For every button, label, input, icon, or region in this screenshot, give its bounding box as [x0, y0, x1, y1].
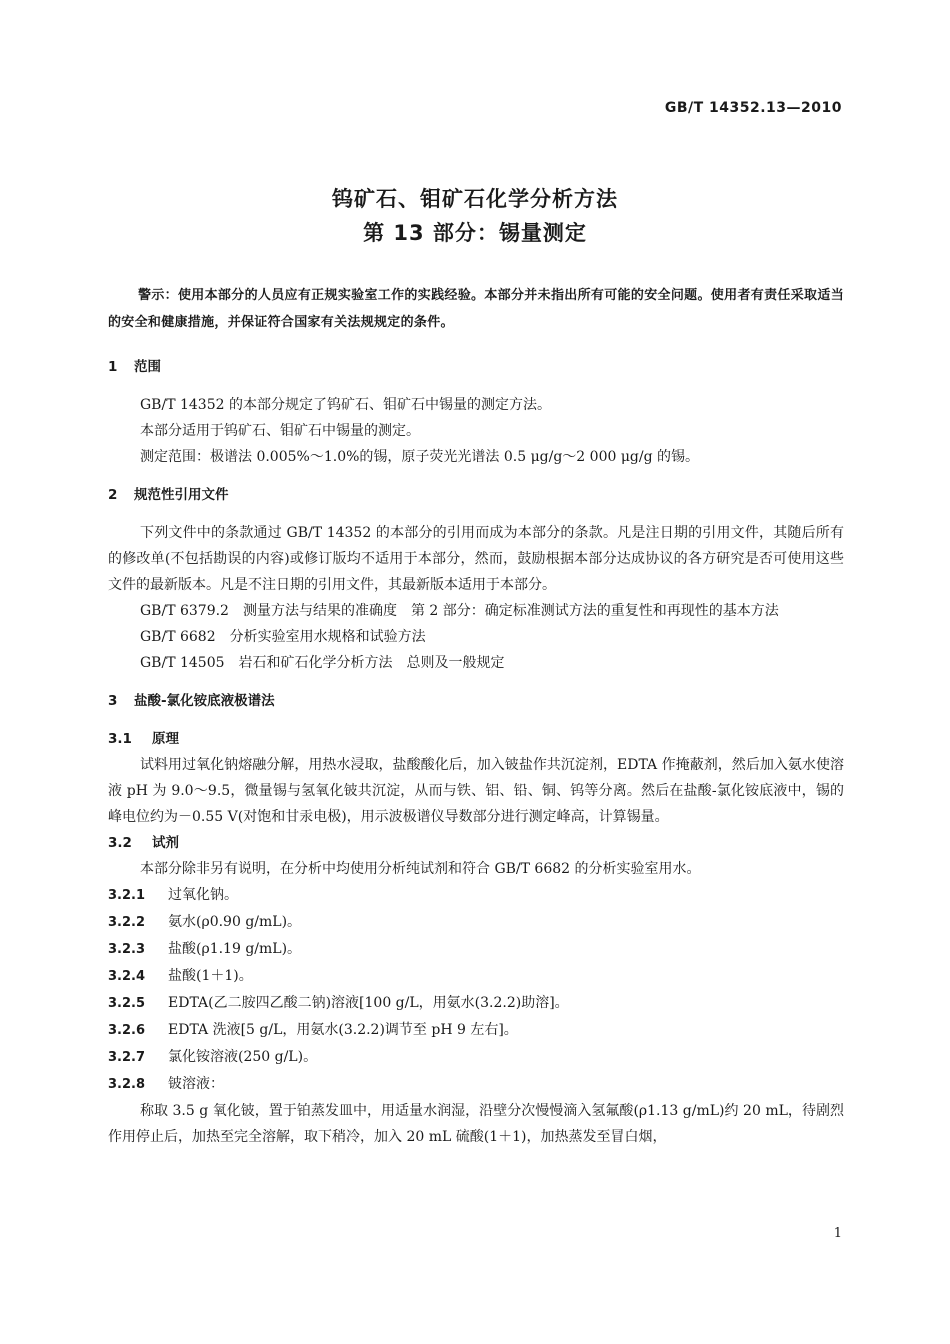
reagent-number: 3.2.5 [108, 996, 146, 1011]
principle-paragraph: 试料用过氧化钠熔融分解，用热水浸取，盐酸酸化后，加入铍盐作共沉淀剂，EDTA 作掩蔽剂，然后加入氨水使溶液 pH 为 9.0～9.5，微量锡与氢氧化铍共沉淀，从而与铁、铝、铅、铜、钨等分离。然后在盐酸-氯化铵底液中，锡的峰电位约为－0.55 V(对饱和甘汞电极)，用示波极谱仪导数部分进行测定峰高，计算锡量。 [108, 757, 844, 825]
scope-paragraph-1: GB/T 14352 的本部分规定了钨矿石、钼矿石中锡量的测定方法。 [140, 397, 551, 413]
section-3-heading [108, 688, 844, 714]
reagent-number: 3.2.8 [108, 1077, 146, 1092]
reagent-item [108, 882, 844, 909]
reagent-item [108, 909, 844, 936]
reagent-number: 3.2.2 [108, 915, 146, 930]
safety-warning: 警示：使用本部分的人员应有正规实验室工作的实践经验。本部分并未指出所有可能的安全问题。使用者有责任采取适当的安全和健康措施，并保证符合国家有关法规规定的条件。 [108, 288, 844, 330]
subsection-title: 试剂 [152, 835, 179, 851]
reagent-text: 铍溶液： [168, 1076, 224, 1092]
reagent-item [108, 1017, 844, 1044]
scope-paragraph-2: 本部分适用于钨矿石、钼矿石中锡量的测定。 [140, 423, 420, 439]
reagent-item [108, 990, 844, 1017]
section-title: 盐酸-氯化铵底液极谱法 [134, 693, 275, 709]
subsection-3-2-heading [108, 830, 844, 856]
reagent-item [108, 1044, 844, 1071]
reagent-number: 3.2.3 [108, 942, 146, 957]
reagent-text: 氯化铵溶液(250 g/L)。 [168, 1049, 318, 1065]
reagent-text: 盐酸(1＋1)。 [168, 968, 253, 984]
section-title: 规范性引用文件 [134, 487, 229, 503]
title-line-2: 第 13 部分：锡量测定 [363, 221, 587, 245]
document-title [0, 182, 950, 250]
reagent-text: 氨水(ρ0.90 g/mL)。 [168, 914, 302, 930]
reagent-number: 3.2.4 [108, 969, 146, 984]
reagent-text: 过氧化钠。 [168, 887, 238, 903]
section-number: 2 [108, 487, 118, 503]
reagent-text: EDTA(乙二胺四乙酸二钠)溶液[100 g/L，用氨水(3.2.2)助溶]。 [168, 995, 569, 1011]
title-line-1: 钨矿石、钼矿石化学分析方法 [332, 187, 618, 211]
normative-refs-intro: 下列文件中的条款通过 GB/T 14352 的本部分的引用而成为本部分的条款。凡是注日期的引用文件，其随后所有的修改单(不包括勘误的内容)或修订版均不适用于本部分，然而，鼓励根据本部分达成协议的各方研究是否可使用这些文件的最新版本。凡是不注日期的引用文件，其最新版本适用于本部分。 [108, 525, 844, 593]
reagent-text: EDTA 洗液[5 g/L，用氨水(3.2.2)调节至 pH 9 左右]。 [168, 1022, 518, 1038]
reference-item: GB/T 6379.2 测量方法与结果的准确度 第 2 部分：确定标准测试方法的重复性和再现性的基本方法 [140, 603, 779, 619]
document-body [108, 282, 844, 1150]
subsection-title: 原理 [152, 731, 179, 747]
subsection-number: 3.1 [108, 731, 132, 747]
section-1-heading [108, 354, 844, 380]
reagent-item [108, 963, 844, 990]
subsection-number: 3.2 [108, 835, 132, 851]
section-number: 3 [108, 693, 118, 709]
reagent-item [108, 1071, 844, 1098]
page-number: 1 [833, 1226, 842, 1241]
reference-item: GB/T 6682 分析实验室用水规格和试验方法 [140, 629, 426, 645]
reagent-number: 3.2.6 [108, 1023, 146, 1038]
reagent-number: 3.2.7 [108, 1050, 146, 1065]
section-title: 范围 [134, 359, 161, 375]
scope-paragraph-3: 测定范围：极谱法 0.005%～1.0%的锡，原子荧光光谱法 0.5 μg/g～2 000 μg/g 的锡。 [140, 449, 700, 465]
reagent-text: 盐酸(ρ1.19 g/mL)。 [168, 941, 302, 957]
subsection-3-1-heading [108, 726, 844, 752]
standard-number: GB/T 14352.13—2010 [664, 100, 842, 116]
reagent-number: 3.2.1 [108, 888, 146, 903]
beryllium-solution-procedure: 称取 3.5 g 氧化铍，置于铂蒸发皿中，用适量水润湿，沿壁分次慢慢滴入氢氟酸(ρ1.13 g/mL)约 20 mL，待剧烈作用停止后，加热至完全溶解，取下稍冷，加入 20 mL 硫酸(1＋1)，加热蒸发至冒白烟， [108, 1103, 844, 1145]
reagent-item [108, 936, 844, 963]
reagents-intro: 本部分除非另有说明，在分析中均使用分析纯试剂和符合 GB/T 6682 的分析实验室用水。 [140, 861, 701, 877]
section-2-heading [108, 482, 844, 508]
reference-item: GB/T 14505 岩石和矿石化学分析方法 总则及一般规定 [140, 655, 505, 671]
section-number: 1 [108, 359, 118, 375]
